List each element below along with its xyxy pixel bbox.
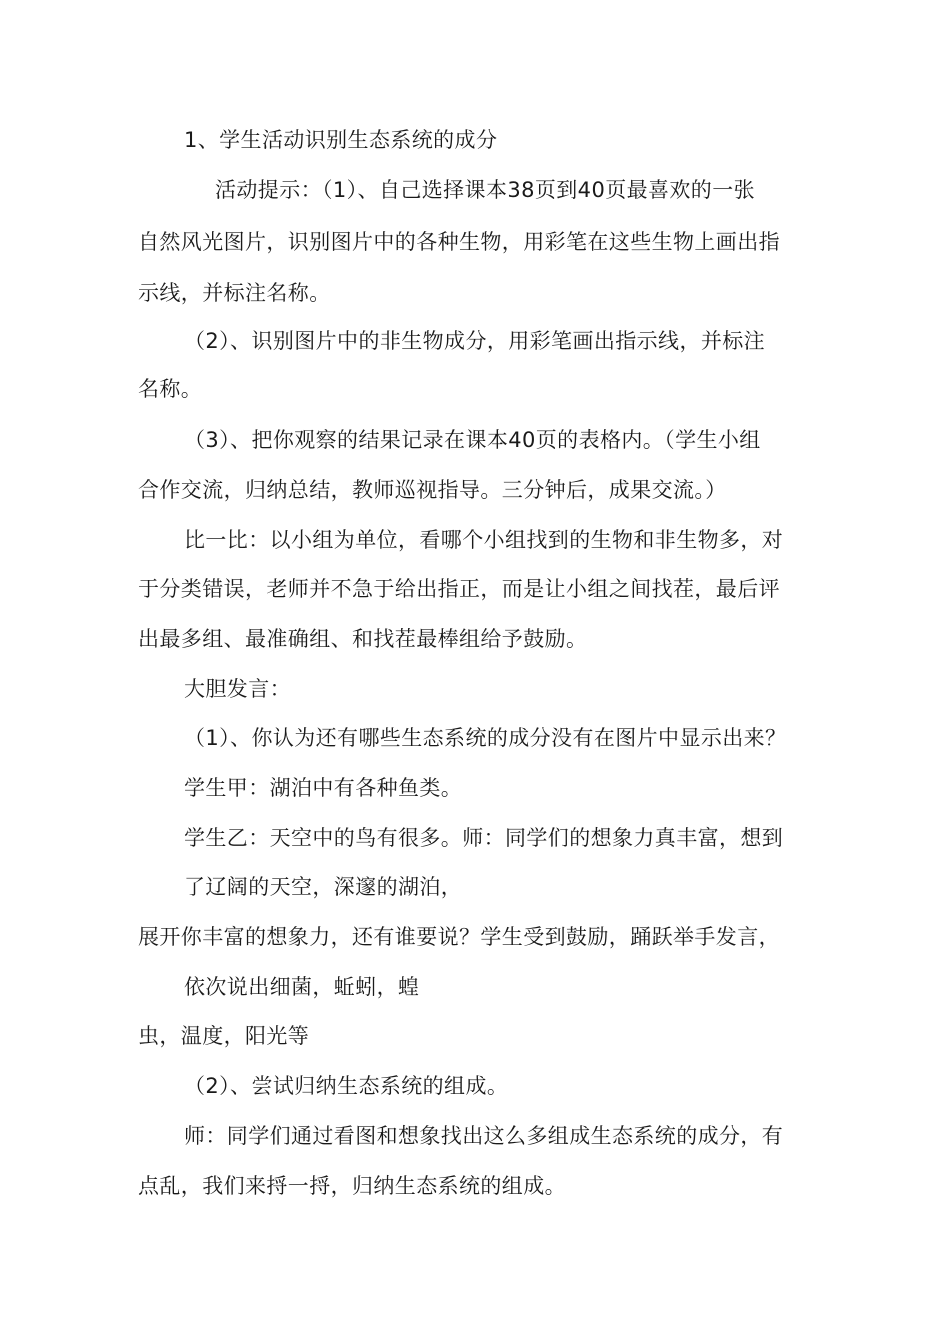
paragraph-line: （2）、尝试归纳生态系统的组成。 <box>184 1074 509 1098</box>
paragraph-line: 学生乙：天空中的鸟有很多。师：同学们的想象力真丰富，想到 <box>184 826 784 850</box>
paragraph-line: 名称。 <box>138 377 203 401</box>
paragraph-line: 合作交流，归纳总结，教师巡视指导。三分钟后，成果交流。） <box>138 478 727 502</box>
paragraph-line: 自然风光图片，识别图片中的各种生物，用彩笔在这些生物上画出指 <box>138 230 780 254</box>
paragraph-line: 出最多组、最准确组、和找茬最棒组给予鼓励。 <box>138 627 588 651</box>
paragraph-line: 师：同学们通过看图和想象找出这么多组成生态系统的成分，有 <box>184 1124 784 1148</box>
paragraph-line: （3）、把你观察的结果记录在课本40页的表格内。（学生小组 <box>184 428 761 452</box>
paragraph-line: 学生甲：湖泊中有各种鱼类。 <box>184 776 463 800</box>
paragraph-line: 于分类错误，老师并不急于给出指正，而是让小组之间找茬，最后评 <box>138 577 780 601</box>
paragraph-line: 点乱，我们来捋一捋，归纳生态系统的组成。 <box>138 1174 566 1198</box>
paragraph-line: 大胆发言： <box>184 677 291 701</box>
paragraph-line: 示线，并标注名称。 <box>138 281 331 305</box>
paragraph-line: （1）、你认为还有哪些生态系统的成分没有在图片中显示出来？ <box>184 726 787 750</box>
section-heading: 1、学生活动识别生态系统的成分 <box>184 128 498 152</box>
paragraph-line: 虫，温度，阳光等 <box>138 1024 310 1048</box>
paragraph-line: 展开你丰富的想象力，还有谁要说？学生受到鼓励，踊跃举手发言， <box>138 925 780 949</box>
paragraph-line: 比一比：以小组为单位，看哪个小组找到的生物和非生物多，对 <box>184 528 784 552</box>
paragraph-line: 了辽阔的天空，深邃的湖泊， <box>184 875 463 899</box>
paragraph-line: 依次说出细菌，蚯蚓，蝗 <box>184 975 420 999</box>
paragraph-line: （2）、识别图片中的非生物成分，用彩笔画出指示线，并标注 <box>184 329 766 353</box>
paragraph-line: 活动提示：（1）、自己选择课本38页到40页最喜欢的一张 <box>215 178 756 202</box>
